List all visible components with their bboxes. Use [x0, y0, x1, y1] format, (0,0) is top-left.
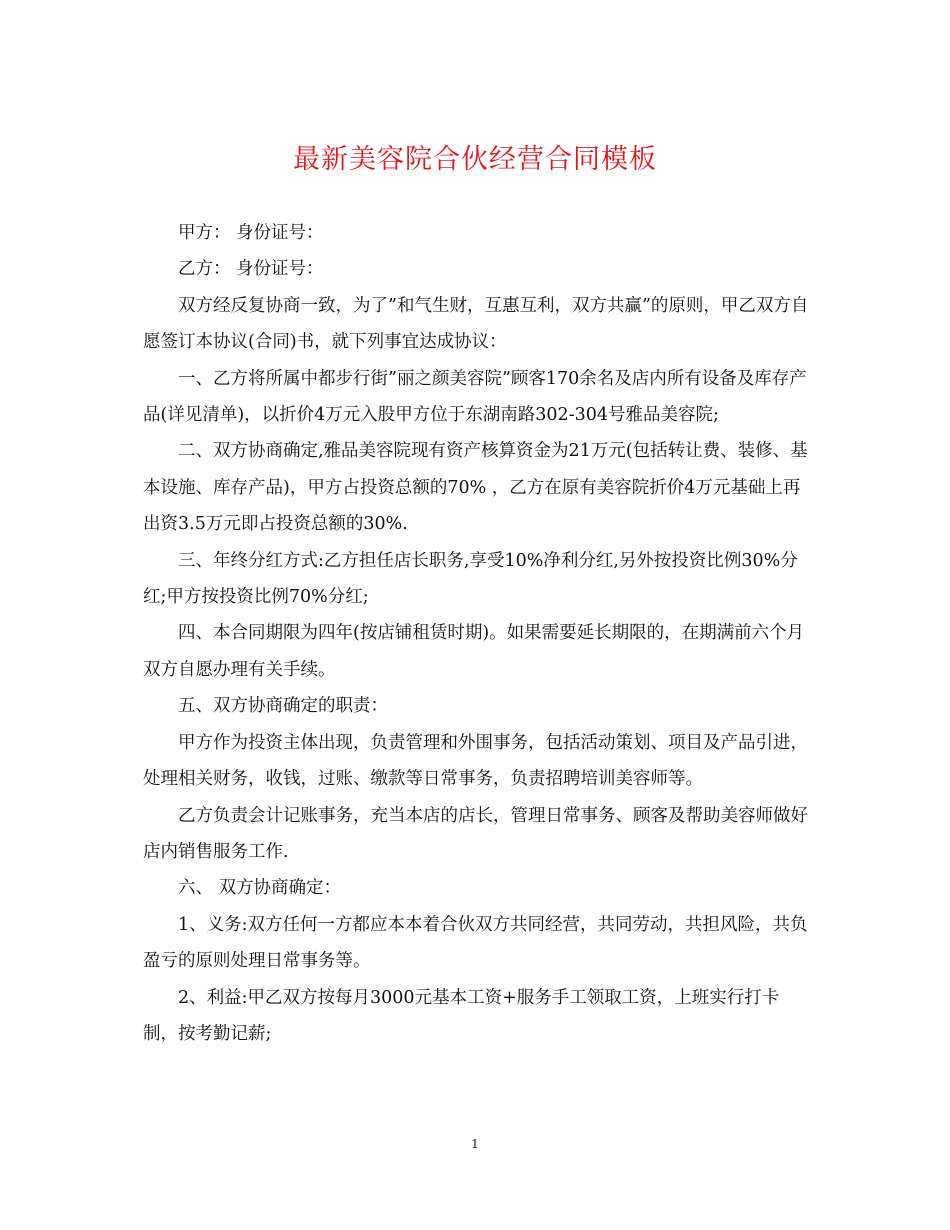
- party-b-line: 乙方： 身份证号：: [178, 259, 324, 280]
- clause-5-heading: 五、双方协商确定的职责：: [178, 696, 388, 717]
- obligations-paragraph: 1、义务:双方任何一方都应本本着合伙双方共同经营，共同劳动，共担风险，共负盈亏的原则处理日常事务等。: [143, 914, 808, 972]
- clause-1-paragraph: 一、乙方将所属中都步行街”丽之颜美容院”顾客170余名及店内所有设备及库存产品(详见清单)，以折价4万元入股甲方位于东湖南路302-304号雅品美容院;: [143, 368, 807, 426]
- clause-2-paragraph: 二、双方协商确定,雅品美容院现有资产核算资金为21万元(包括转让费、装修、基本设施、库存产品)，甲方占投资总额的70% ，乙方在原有美容院折价4万元基础上再出资3.5万元即占投资总额的30%.: [143, 441, 808, 535]
- preamble-paragraph: 双方经反复协商一致，为了”和气生财，互惠互利，双方共赢”的原则，甲乙双方自愿签订本协议(合同)书，就下列事宜达成协议：: [143, 295, 809, 353]
- party-a-duties-paragraph: 甲方作为投资主体出现，负责管理和外围事务，包括活动策划、项目及产品引进，处理相关财务，收钱，过账、缴款等日常事务，负责招聘培训美容师等。: [143, 732, 808, 790]
- clause-3-paragraph: 三、年终分红方式:乙方担任店长职务,享受10%净利分红,另外按投资比例30%分红;甲方按投资比例70%分红;: [143, 550, 798, 608]
- document-title: 最新美容院合伙经营合同模板: [293, 144, 657, 175]
- party-a-line: 甲方： 身份证号：: [178, 223, 324, 243]
- benefits-paragraph: 2、利益:甲乙双方按每月3000元基本工资+服务手工领取工资，上班实行打卡制，按考勤记薪;: [143, 987, 780, 1044]
- document-body: [143, 215, 809, 1052]
- clause-4-paragraph: 四、本合同期限为四年(按店铺租赁时期)。如果需要延长期限的，在期满前六个月双方自愿办理有关手续。: [143, 623, 805, 680]
- page-number: 1: [471, 1137, 479, 1151]
- clause-6-heading: 六、 双方协商确定：: [178, 878, 342, 899]
- party-b-duties-paragraph: 乙方负责会计记账事务，充当本店的店长，管理日常事务、顾客及帮助美容师做好店内销售服务工作.: [143, 805, 808, 862]
